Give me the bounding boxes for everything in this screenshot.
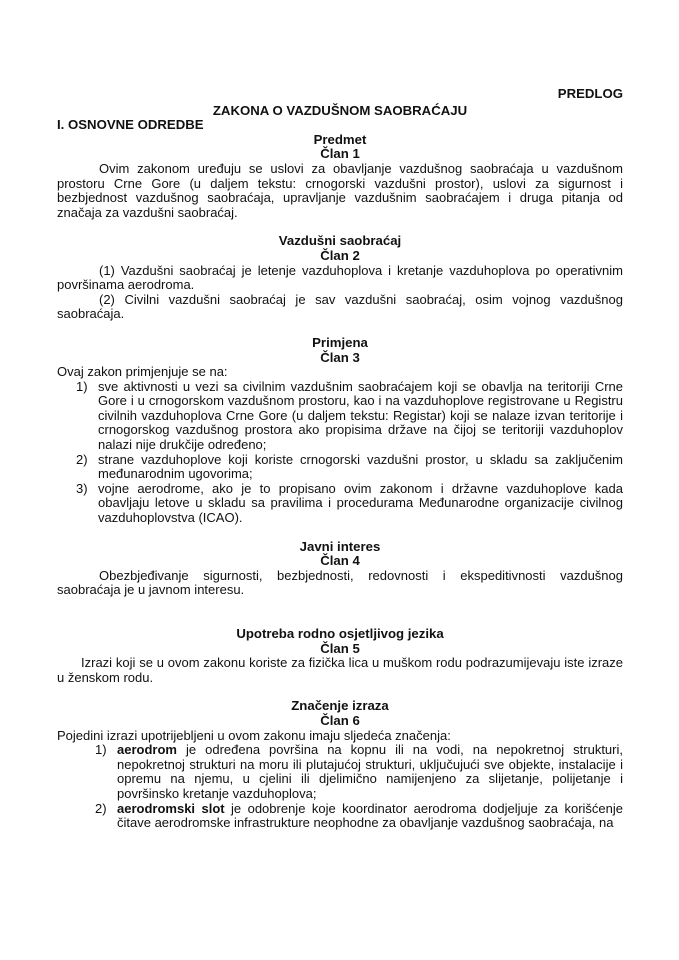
article-1 (57, 133, 623, 221)
article-5 (57, 627, 623, 685)
list-item (57, 453, 623, 482)
list-item (57, 482, 623, 526)
article-heading: Značenje izraza (291, 698, 389, 714)
list-item (57, 380, 623, 453)
list-number: 1) (95, 742, 107, 758)
article-list (57, 380, 623, 526)
list-text: sve aktivnosti u vezi sa civilnim vazdušnim saobraćajem koji se obavlja na teritoriji Crne Gore i u crnogorskom vazdušnom prostoru, kao i na vazduhoplove registrovane u Registru civilnih vazduhoplova Crne Gore (u daljem tekstu: Registar) koji se nalaze izvan teritorije i crnogorskog vazdušnog prostora ako propisima države na čijoj se teritoriji vazduhoplov nalazi nije drukčije određeno; (98, 378, 623, 453)
article-heading: Primjena (312, 334, 368, 350)
list-number: 2) (76, 451, 88, 467)
definition-item (57, 802, 623, 831)
article-number: Član 1 (320, 146, 360, 162)
article-2 (57, 234, 623, 322)
article-number: Član 5 (320, 640, 360, 656)
definition-text: je određena površina na kopnu ili na vodi, na nepokretnoj strukturi, nepokretnoj strukturi na moru ili plutajućoj strukturi, uključujući sve objekte, instalacije i opremu na njemu, u cjelini ili djelimično namijenjeno za slijetanje, polijetanje i površinsko kretanje vazduhoplova; (117, 742, 623, 801)
document-title: ZAKONA O VAZDUŠNOM SAOBRAĆAJU (212, 102, 468, 118)
list-number: 1) (76, 378, 88, 394)
article-intro: Ovaj zakon primjenjuje se na: (57, 364, 228, 380)
article-3 (57, 336, 623, 526)
definitions-list (57, 743, 623, 831)
article-number: Član 3 (320, 349, 360, 365)
article-heading: Upotreba rodno osjetljivog jezika (236, 626, 444, 641)
list-text: strane vazduhoplove koji koriste crnogorski vazdušni prostor, u skladu sa zaključenim međunarodnim ugovorima; (98, 451, 623, 482)
article-heading: Predmet (313, 131, 367, 147)
article-heading: Javni interes (299, 538, 381, 554)
definition-text: je odobrenje koje koordinator aerodroma dodjeljuje za korišćenje čitave aerodromske infrastrukture neophodne za obavljanje vazdušnog saobraćaja, na (117, 800, 623, 831)
defined-term: aerodrom (117, 742, 177, 758)
list-number: 2) (95, 800, 107, 816)
article-4 (57, 540, 623, 598)
article-paragraph: (1) Vazdušni saobraćaj je letenje vazduhoplova i kretanje vazduhoplova po operativnim površinama aerodroma. (57, 262, 623, 293)
article-number: Član 6 (320, 712, 360, 728)
article-6 (57, 699, 623, 830)
article-number: Član 4 (320, 553, 360, 569)
document-page (57, 87, 623, 831)
defined-term: aerodromski slot (117, 800, 225, 816)
article-number: Član 2 (320, 247, 360, 263)
article-paragraph: Ovim zakonom uređuju se uslovi za obavljanje vazdušnog saobraćaja u vazdušnom prostoru Crne Gore (u daljem tekstu: crnogorski vazdušni prostor), uslovi za sigurnost i bezbjednost vazdušnog saobraćaja, upravljanje vazdušnim saobraćajem i druga pitanja od značaja za vazdušni saobraćaj. (57, 160, 623, 220)
article-intro: Pojedini izrazi upotrijebljeni u ovom zakonu imaju sljedeća značenja: (57, 727, 451, 743)
proposal-label: PREDLOG (557, 86, 623, 101)
article-paragraph: Obezbjeđivanje sigurnosti, bezbjednosti, redovnosti i ekspeditivnosti vazdušnog saobraćaja je u javnom interesu. (57, 567, 623, 598)
article-paragraph: (2) Civilni vazdušni saobraćaj je sav vazdušni saobraćaj, osim vojnog vazdušnog saobraćaja. (57, 291, 623, 322)
list-text: vojne aerodrome, ako je to propisano ovim zakonom i državne vazduhoplove kada obavljaju letove u skladu sa pravilima i procedurama Međunarodne organizacije civilnog vazduhoplovstva (ICAO). (98, 480, 623, 526)
article-paragraph: Izrazi koji se u ovom zakonu koriste za fizička lica u muškom rodu podrazumijevaju iste izraze u ženskom rodu. (57, 655, 623, 685)
article-heading: Vazdušni saobraćaj (278, 233, 402, 249)
list-number: 3) (76, 480, 88, 496)
definition-item (57, 743, 623, 801)
chapter-title: I. OSNOVNE ODREDBE (57, 117, 204, 133)
